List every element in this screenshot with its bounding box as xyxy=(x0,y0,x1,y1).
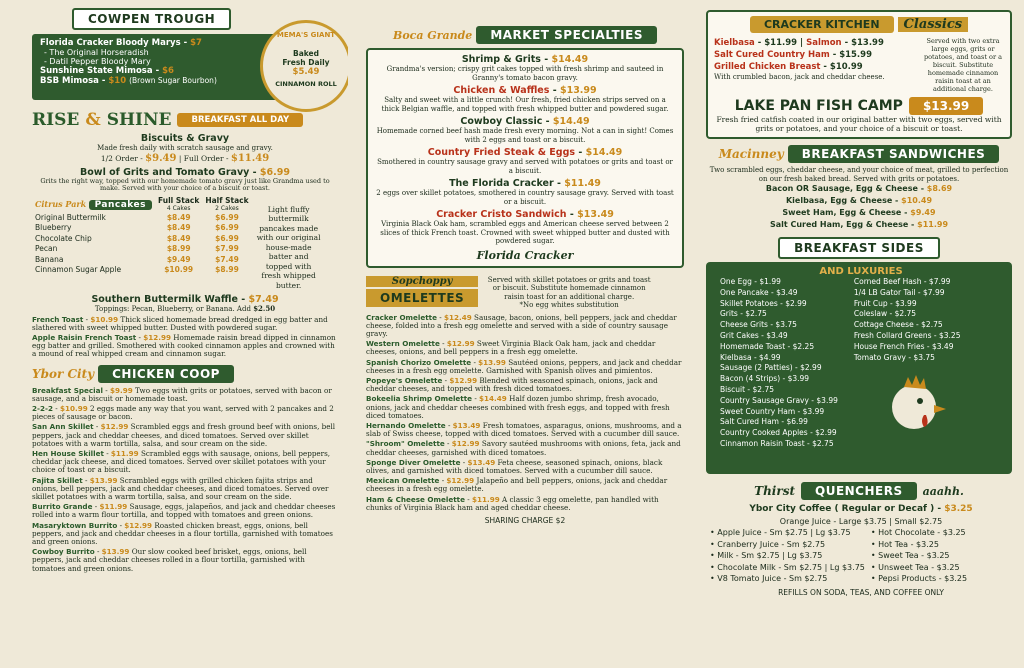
bsb-price: $10 xyxy=(108,76,127,86)
market-brand: Boca Grande xyxy=(393,28,473,42)
omelette-item: Popeye's Omelette - $12.99 Blended with seasoned spinach, onions, jack and cheddar cheeses, and topped with fresh diced tomatoes. xyxy=(366,375,658,394)
lake-title: LAKE PAN FISH CAMP xyxy=(734,98,903,114)
side-item: House French Fries - $3.49 xyxy=(853,341,954,351)
market-box xyxy=(366,48,684,268)
rise-title1: RISE xyxy=(32,110,80,130)
omelettes-note: *No egg whites substitution xyxy=(519,301,619,309)
pancake-full-price: $9.49 xyxy=(166,254,191,264)
sides-title: BREAKFAST SIDES xyxy=(778,237,940,259)
pancake-name: Blueberry xyxy=(35,223,72,232)
roll-l1: Baked xyxy=(292,49,320,58)
side-item: One Pancake - $3.49 xyxy=(720,287,798,297)
sandwich-item: Salt Cured Ham, Egg & Cheese - $11.99 xyxy=(769,220,949,229)
pancake-name: Banana xyxy=(35,254,64,264)
market-item: The Florida Cracker - $11.49 2 eggs over skillet potatoes, smothered in country sausage gravy. Served with toast or a biscuit. xyxy=(376,178,674,206)
bloody-sub2: - Datil Pepper Bloody Mary xyxy=(44,57,151,66)
side-item: Country Sausage Gravy - $3.99 xyxy=(720,395,838,405)
pancake-row xyxy=(32,265,252,276)
omelettes-brand: Sopchoppy xyxy=(366,276,478,287)
drink-item: • Apple Juice - Sm $2.75 | Lg $3.75 xyxy=(710,528,851,537)
side-item: Sausage (2 Patties) - $2.99 xyxy=(720,363,822,373)
sides-subtitle: AND LUXURIES xyxy=(819,266,903,277)
drink-item: • Milk - Sm $2.75 | Lg $3.75 xyxy=(710,551,823,560)
pancake-full-price: $8.49 xyxy=(166,223,191,232)
bloody-sub1: - The Original Horseradish xyxy=(44,48,149,57)
side-item: Tomato Gravy - $3.75 xyxy=(853,352,935,362)
side-item: Grits - $2.75 xyxy=(720,309,767,319)
bloody-price: $7 xyxy=(190,38,202,48)
drink-item: • Chocolate Milk - Sm $2.75 | Lg $3.75 xyxy=(710,562,865,572)
biscuits-half-label: 1/2 Order xyxy=(100,153,138,163)
thirst-script: Thirst xyxy=(754,484,795,498)
side-item: Bacon (4 Strips) - $3.99 xyxy=(720,374,810,384)
sharing-charge: SHARING CHARGE $2 xyxy=(484,515,566,525)
sandwiches-header xyxy=(706,145,1012,163)
drink-item: • Unsweet Tea - $3.25 xyxy=(870,562,960,572)
rise-title2: SHINE xyxy=(106,110,172,130)
sandwiches-brand: Macinney xyxy=(718,147,784,161)
bsb-note: (Brown Sugar Bourbon) xyxy=(129,76,217,85)
pancake-name: Pecan xyxy=(35,244,58,253)
sunshine-name: Sunshine State Mimosa xyxy=(40,66,153,76)
pancakes-title: Pancakes xyxy=(89,200,152,211)
pancake-half-price: $7.99 xyxy=(215,244,239,253)
right-column xyxy=(696,0,1024,668)
orange-juice: Orange Juice - Large $3.75 | Small $2.75 xyxy=(779,516,943,526)
coop-list xyxy=(32,387,338,573)
coop-item: Hen House Skillet - $11.99 Scrambled eggs with sausage, onions, bell peppers, cheddar jack cheese, and diced tomatoes. Served over skillet potatoes with your choice of toast or a biscuit. xyxy=(32,448,331,475)
side-item: Homemade Toast - $2.25 xyxy=(720,341,815,351)
side-item: Biscuit - $2.75 xyxy=(720,384,774,394)
drink-item: • Hot Chocolate - $3.25 xyxy=(870,528,966,537)
grits-bowl: Bowl of Grits and Tomato Gravy - $6.99 Grits the right way, topped with our homemade tomato gravy just like Grandma used to make. Served with your choice of a biscuit or toast. xyxy=(32,167,338,193)
left-column xyxy=(0,0,348,668)
grits-price: $6.99 xyxy=(259,166,290,178)
roll-bottom: CINNAMON ROLL xyxy=(275,80,337,88)
drink-item: • Sweet Tea - $3.25 xyxy=(870,551,950,560)
coop-title: CHICKEN COOP xyxy=(98,365,234,383)
omelette-item: Spanish Chorizo Omelette - $13.99 Sautéed onions, peppers, and jack and cheddar cheeses in a fresh egg omelette. Garnished with Spanish olives and pimientos. xyxy=(366,357,682,375)
full-stack-sub: 4 Cakes xyxy=(166,204,191,212)
omelette-item: Sponge Diver Omelette - $13.49 Feta cheese, seasoned spinach, onions, black olives, and garnished with diced tomatoes. Served with a cucumber dill sauce. xyxy=(366,457,663,475)
half-stack-sub: 2 Cakes xyxy=(215,204,239,212)
pancake-full-price: $8.49 xyxy=(166,212,191,222)
omelette-item: "Shroom" Omelette - $12.99 Savory sautéed mushrooms with onions, feta, jack and cheddar cheeses, garnished with diced tomatoes. xyxy=(366,439,681,457)
market-item: Cowboy Classic - $14.49 Homemade corned beef hash made fresh every morning. Not a can in sight! Comes with 2 eggs and toast or a biscuit. xyxy=(376,116,674,144)
side-item: Cinnamon Raisin Toast - $2.75 xyxy=(720,438,834,448)
sides-header xyxy=(706,237,1012,259)
sides-left-list xyxy=(720,277,846,450)
pancake-name: Cinnamon Sugar Apple xyxy=(35,265,122,274)
quenchers-list: Ybor City Coffee ( Regular or Decaf ) - $3.25 Orange Juice - Large $3.75 | Small $2.75 • Apple Juice - Sm $2.75 | Lg $3.75 • Cranberry Juice - Sm $2.75 • Milk - Sm $2.75 | Lg $3.75 • Chocolate Milk - Sm $2.75 | Lg $3.75 • V8 Tomato Juice - Sm $2.75 • Hot Chocolate - $3.25 • Hot Tea - $3.25 • Sweet Tea - $3.25 • Unsweet Tea - $3.25 • Pepsi Products - $3.25 REFILLS ON SODA, TEAS, AND COFFEE ONLY xyxy=(706,504,1012,597)
biscuits-desc: Made fresh daily with scratch sausage and gravy. xyxy=(97,144,273,152)
drink-item: • Hot Tea - $3.25 xyxy=(870,539,939,549)
roll-price: $5.49 xyxy=(292,67,320,77)
sunshine-price: $6 xyxy=(162,66,174,76)
ham-name: Salt Cured Country Ham xyxy=(714,50,830,60)
french-toast: French Toast - $10.99 Thick sliced homemade bread dredged in egg batter and slathered with sweet whipped butter. Dusted with powdered sugar. xyxy=(32,314,328,332)
kitchen-box: CRACKER KITCHEN Classics Kielbasa - $11.99 | Salmon - $13.99 Salt Cured Country Ham - $15.99 Grilled Chicken Breast - $10.99 With crumbled bacon, jack and cheddar cheese. Served with two extra large eggs, grits or potatoes, and toast or a biscuit. Substitute homemade cinnamon raisin toast at an additional charge. LAKE PAN FISH CAMP $13.99 Fresh fried catfish coated in our original batter with two eggs, served with grits or potatoes, and your choice of a biscuit or toast. xyxy=(706,10,1012,139)
market-item: Chicken & Waffles - $13.99 Salty and sweet with a little crunch! Our fresh, fried chicken strips served on a thick Belgian waffle, and topped with fresh whipped butter and powdered sugar. xyxy=(381,85,669,113)
side-item: Coleslaw - $2.75 xyxy=(853,309,917,319)
sandwiches-title: BREAKFAST SANDWICHES xyxy=(788,145,1000,163)
florida-cracker-signature: Florida Cracker xyxy=(476,248,574,262)
pancake-row xyxy=(32,213,252,224)
kielbasa-name: Kielbasa xyxy=(714,38,755,48)
biscuits-name: Biscuits & Gravy xyxy=(140,133,230,144)
middle-column xyxy=(352,0,692,668)
sides-board xyxy=(706,262,1012,474)
side-item: Fruit Cup - $3.99 xyxy=(853,298,917,308)
salmon-name: Salmon xyxy=(806,38,842,48)
cowpen-box: Florida Cracker Bloody Marys - $7 - The Original Horseradish - Datil Pepper Bloody Mary Sunshine State Mimosa - $6 BSB Mimosa - $10 (Brown Sugar Bourbon) MEMA'S GIANT Baked Fresh Daily $5.49 CINNAMON ROLL xyxy=(32,34,322,100)
side-item: Country Cooked Apples - $2.99 xyxy=(720,428,837,438)
pancakes-side-note: Light fluffy buttermilk pancakes made with our original house-made batter and topped with fresh whipped butter. xyxy=(256,204,321,290)
side-item: Corned Beef Hash - $7.99 xyxy=(853,277,951,286)
side-item: Skillet Potatoes - $2.99 xyxy=(720,298,807,308)
quenchers-title: QUENCHERS xyxy=(801,482,917,500)
coop-item: Masaryktown Burrito - $12.99 Roasted chicken breast, eggs, onions, bell peppers, and jack and cheddar cheeses in a flour tortilla, garnished with tomatoes and green onions. xyxy=(32,520,333,546)
biscuits-full-label: Full Order xyxy=(183,153,224,163)
pancake-row xyxy=(32,255,252,266)
coffee-price: $3.25 xyxy=(944,504,973,514)
omelette-item: Western Omelette - $12.99 Sweet Virginia Black Oak ham, jack and cheddar cheeses, onions, and bell peppers in a fresh egg omelette. xyxy=(366,339,656,357)
waffle-desc: Toppings: Pecan, Blueberry, or Banana. Add xyxy=(94,305,251,313)
salmon-price: $13.99 xyxy=(851,38,884,48)
kitchen-side-note: Served with two extra large eggs, grits or potatoes, and toast or a biscuit. Substitute homemade cinnamon raisin toast at an additional charge. xyxy=(923,37,1003,93)
pancake-row xyxy=(32,244,252,255)
kielbasa-price: $11.99 xyxy=(764,38,798,48)
full-stack-label: Full Stack xyxy=(158,195,200,205)
cinnamon-roll-badge xyxy=(260,20,348,112)
biscuits-full-price: $11.49 xyxy=(230,152,270,164)
market-header xyxy=(366,26,684,44)
pancake-row xyxy=(32,223,252,234)
rise-amp: & xyxy=(85,110,101,130)
waffle: Southern Buttermilk Waffle - $7.49 Toppings: Pecan, Blueberry, or Banana. Add $2.50 xyxy=(91,294,279,313)
aaahh-script: aaahh. xyxy=(922,484,964,498)
drink-item: • Pepsi Products - $3.25 xyxy=(870,574,968,583)
bloody-name: Florida Cracker Bloody Marys xyxy=(40,38,181,48)
waffle-add-price: $2.50 xyxy=(253,304,276,313)
omelettes-header xyxy=(366,276,684,310)
biscuits-gravy: Biscuits & Gravy Made fresh daily with scratch sausage and gravy. 1/2 Order - $9.49 | Full Order - $11.49 xyxy=(32,133,338,164)
grits-name: Bowl of Grits and Tomato Gravy xyxy=(80,166,250,178)
omelette-item: Mexican Omelette - $12.99 Jalapeño and bell peppers, onions, jack and cheddar cheeses in a fresh egg omelette. xyxy=(366,476,668,494)
omelettes-title: OMELETTES xyxy=(366,289,478,307)
ham-price: $15.99 xyxy=(839,50,872,60)
side-item: Cheese Grits - $3.75 xyxy=(720,320,797,330)
lake-pan-header xyxy=(714,97,1004,115)
chicken-price: $10.99 xyxy=(829,62,863,72)
cowpen-title: COWPEN TROUGH xyxy=(72,8,231,30)
sides-right-list xyxy=(854,277,969,363)
quenchers-header xyxy=(706,482,1012,500)
coop-item: Breakfast Special - $9.99 Two eggs with grits or potatoes, served with bacon or sausage, and a biscuit or homemade toast. xyxy=(32,385,332,403)
coop-item: San Ann Skillet - $12.99 Scrambled eggs and fresh ground beef with onions, bell peppers, jack and cheddar cheeses, and diced tomatoes. Served over skillet potatoes with a warm tortilla, salsa, and sour cream on the side. xyxy=(32,422,336,448)
market-title: MARKET SPECIALTIES xyxy=(476,26,657,44)
refills-note: REFILLS ON SODA, TEAS, AND COFFEE ONLY xyxy=(778,587,944,597)
pancake-half-price: $8.99 xyxy=(215,265,239,274)
side-item: One Egg - $1.99 xyxy=(720,277,781,286)
side-item: 1/4 LB Gator Tail - $7.99 xyxy=(853,287,945,297)
coop-item: 2-2-2 - $10.99 2 eggs made any way that you want, served with 2 pancakes and 2 pieces of sausage or bacon. xyxy=(32,403,334,422)
market-item: Cracker Cristo Sandwich - $13.49 Virginia Black Oak ham, scrambled eggs and American cheese served between 2 slices of thick French toast. Crowned with sweet whipped butter and dusted with powdered sugar. xyxy=(380,209,670,245)
side-item: Kielbasa - $4.99 xyxy=(720,352,781,362)
side-item: Salt Cured Ham - $6.99 xyxy=(720,417,808,427)
rooster-icon xyxy=(874,369,954,439)
pancake-half-price: $6.99 xyxy=(215,223,239,232)
omelette-item: Bokeelia Shrimp Omelette - $14.49 Half dozen jumbo shrimp, fresh avocado, onions, jack and cheddar cheeses combined with fresh eggs, and topped with fresh diced tomatoes. xyxy=(366,394,670,420)
pancakes-brand: Citrus Park xyxy=(35,198,87,209)
side-item: Fresh Collard Greens - $3.25 xyxy=(853,330,961,340)
grits-desc: Grits the right way, topped with our homemade tomato gravy just like Grandma used to make. Served with your choice of a biscuit or toast. xyxy=(40,176,330,192)
pancake-half-price: $7.49 xyxy=(215,254,239,264)
lake-price: $13.99 xyxy=(909,97,983,115)
chicken-desc: With crumbled bacon, jack and cheddar cheese. xyxy=(714,73,885,81)
pancake-full-price: $8.99 xyxy=(166,244,191,253)
coop-header xyxy=(32,365,338,383)
kitchen-script: Classics xyxy=(898,17,969,32)
kitchen-header xyxy=(714,16,1004,33)
sandwiches-desc: Two scrambled eggs, cheddar cheese, and your choice of meat, grilled to perfection on our fresh baked bread. Served with grits or potatoes. xyxy=(709,166,1009,183)
chicken-name: Grilled Chicken Breast xyxy=(714,62,821,72)
pancake-name: Original Buttermilk xyxy=(35,212,106,222)
coffee-name: Ybor City Coffee ( Regular or Decaf ) xyxy=(749,504,935,514)
kitchen-title: CRACKER KITCHEN xyxy=(750,16,894,33)
coop-item: Cowboy Burrito - $13.99 Our slow cooked beef brisket, eggs, onions, bell peppers, jack and cheddar cheeses rolled in a flour tortilla, garnished with tomatoes and green onions. xyxy=(32,547,307,573)
market-item: Shrimp & Grits - $14.49 Grandma's version; crispy grit cakes topped with fresh shrimp and sauteed in Granny's tomato bacon gravy. xyxy=(386,54,664,82)
waffle-name: Southern Buttermilk Waffle xyxy=(91,294,238,305)
coop-brand: Ybor City xyxy=(32,366,95,381)
sandwich-item: Kielbasa, Egg & Cheese - $10.49 xyxy=(785,196,933,205)
drink-item: • Cranberry Juice - Sm $2.75 xyxy=(710,539,826,549)
lake-desc: Fresh fried catfish coated in our original batter with two eggs, served with grits or potatoes, and your choice of a biscuit or toast. xyxy=(716,115,1002,133)
pancake-half-price: $6.99 xyxy=(215,212,239,222)
pancake-row xyxy=(32,234,252,245)
omelette-item: Cracker Omelette - $12.49 Sausage, bacon, onions, bell peppers, jack and cheddar cheese, folded into a fresh egg omelette and served with a side of country sausage gravy. xyxy=(366,312,677,338)
pancake-name: Chocolate Chip xyxy=(35,233,92,243)
pancake-full-price: $8.49 xyxy=(166,233,191,243)
market-item: Country Fried Steak & Eggs - $14.49 Smothered in country sausage gravy and served with potatoes or grits and toast or a biscuit. xyxy=(377,147,673,175)
omelettes-intro: Served with skillet potatoes or grits and toast or biscuit. Substitute homemade cinnamon raisin toast for an additional charge. xyxy=(487,275,651,301)
biscuits-half-price: $9.49 xyxy=(145,152,177,164)
side-item: Sweet Country Ham - $3.99 xyxy=(720,406,825,416)
omelettes-list xyxy=(366,314,684,512)
pancakes-section xyxy=(32,197,338,291)
apple-raisin-toast: Apple Raisin French Toast - $12.99 Homemade raisin bread dipped in cinnamon egg batter and grilled. Smothered with cooked cinnamon apples and crowned with a mound of real whipped cream and cinnamon sugar. xyxy=(32,332,336,359)
side-item: Grit Cakes - $3.49 xyxy=(720,330,788,340)
side-item: Cottage Cheese - $2.75 xyxy=(853,320,943,330)
rise-header xyxy=(32,110,338,130)
pancake-half-price: $6.99 xyxy=(215,233,239,243)
half-stack-label: Half Stack xyxy=(205,195,249,205)
sandwiches-box xyxy=(706,166,1012,231)
sandwich-item: Sweet Ham, Egg & Cheese - $9.49 xyxy=(782,208,936,217)
sandwich-item: Bacon OR Sausage, Egg & Cheese - $8.69 xyxy=(765,184,953,193)
breakfast-all-day-badge: BREAKFAST ALL DAY xyxy=(177,113,303,127)
waffle-price: $7.49 xyxy=(248,294,279,305)
coop-item: Burrito Grande - $11.99 Sausage, eggs, jalapeños, and jack and cheddar cheeses rolled into a warm flour tortilla, and topped with tomatoes and green onions. xyxy=(32,502,336,520)
bsb-name: BSB Mimosa xyxy=(40,76,99,86)
coop-item: Fajita Skillet - $13.99 Scrambled eggs with grilled chicken fajita strips and onions, bell peppers, jack and cheddar cheeses, and diced tomatoes. Served over skillet potatoes with a warm tortilla, salsa, and sour cream on the side. xyxy=(32,475,329,501)
pancakes-table xyxy=(32,197,252,276)
pancake-full-price: $10.99 xyxy=(164,265,194,274)
omelette-item: Ham & Cheese Omelette - $11.99 A classic 3 egg omelette, pan handled with chunks of Virginia Black ham and aged cheddar cheese. xyxy=(366,494,659,512)
omelette-item: Hernando Omelette - $13.49 Fresh tomatoes, asparagus, onions, mushrooms, and a slab of Swiss cheese, topped with diced tomatoes. Served with a cucumber dill sauce. xyxy=(366,420,682,439)
drink-item: • V8 Tomato Juice - Sm $2.75 xyxy=(710,574,828,583)
roll-l2: Fresh Daily xyxy=(282,58,330,67)
roll-top: MEMA'S GIANT xyxy=(276,31,336,39)
